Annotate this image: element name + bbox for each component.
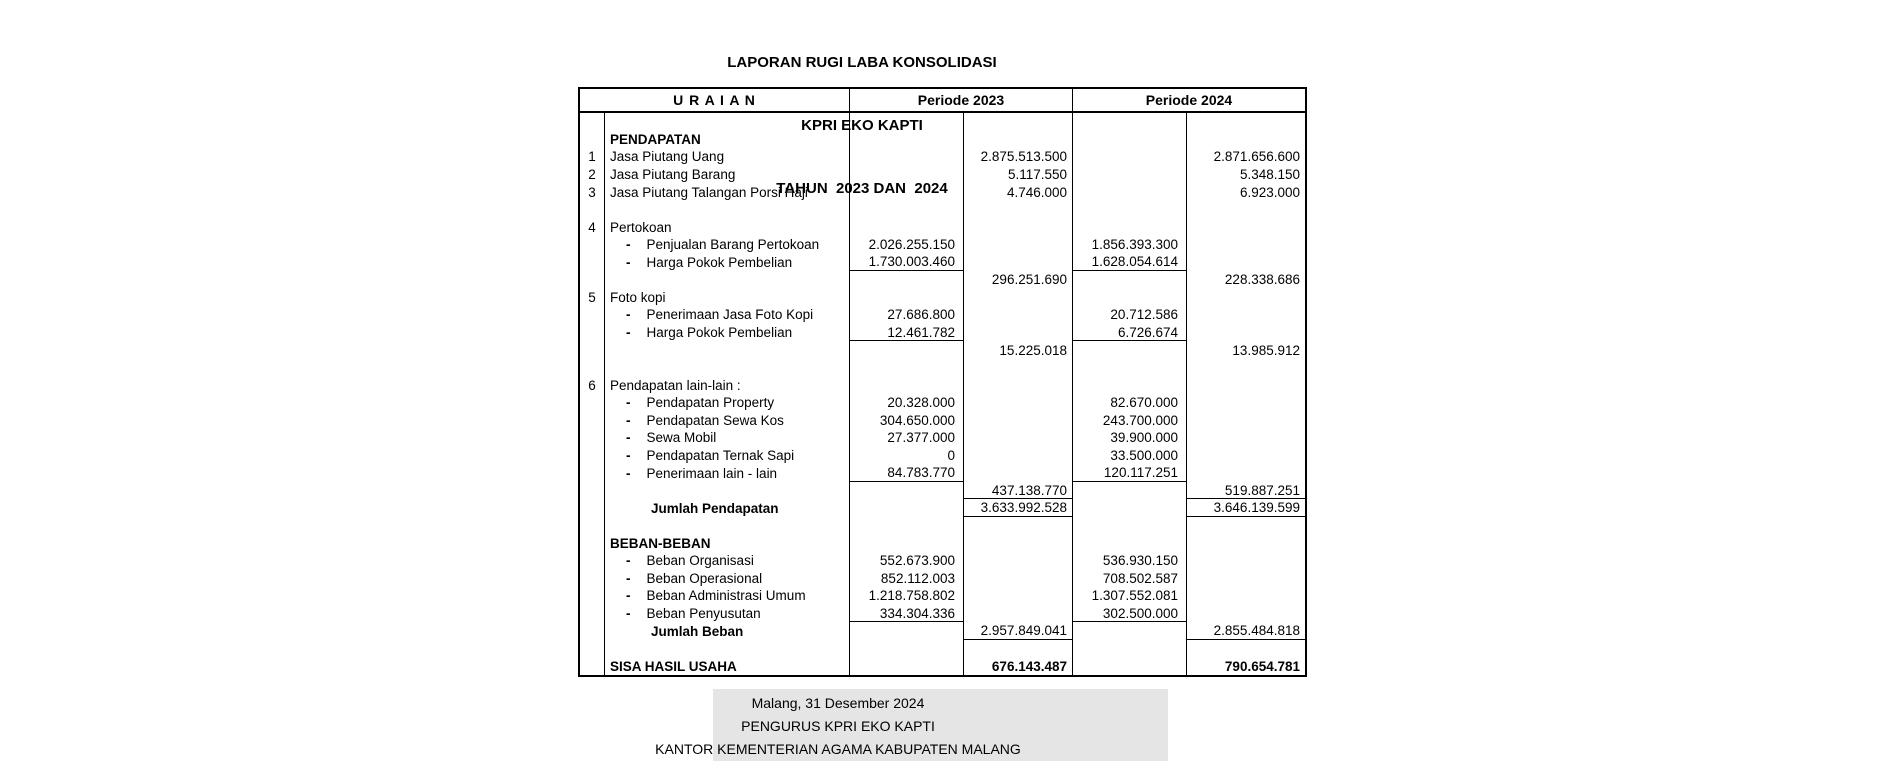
row-label: Pertokoan (610, 219, 672, 235)
row-label: Sewa Mobil (646, 430, 717, 446)
cell-description (605, 236, 850, 254)
table-row (580, 376, 1305, 394)
cell-p24-total (1187, 429, 1305, 447)
dash-bullet: - (626, 325, 631, 341)
cell-description (605, 218, 850, 236)
cell-p24-total (1187, 218, 1305, 236)
cell-row-number: 2 (580, 166, 605, 184)
report-footer (588, 692, 1088, 761)
cell-p24-total: 2.855.484.818 (1187, 622, 1305, 640)
cell-p24-total: 13.985.912 (1232, 342, 1300, 358)
row-label: Beban Administrasi Umum (646, 588, 806, 604)
cell-p24-total (1187, 587, 1305, 605)
table-row (580, 535, 1305, 553)
cell-row-number (580, 306, 605, 324)
dash-bullet: - (626, 254, 631, 270)
cell-p24-total (1187, 113, 1305, 131)
table-row (580, 429, 1305, 447)
table-row (580, 552, 1305, 570)
cell-p23-detail (850, 271, 964, 289)
cell-p23-detail (850, 201, 964, 219)
cell-p23-detail (850, 113, 964, 131)
cell-p24-detail (1073, 376, 1187, 394)
table-row (580, 131, 1305, 149)
cell-row-number: 6 (580, 376, 605, 394)
column-header-periode-2023: Periode 2023 (850, 89, 1073, 111)
table-row (580, 657, 1305, 675)
cell-description (605, 324, 850, 342)
cell-p23-total: 2.875.513.500 (964, 148, 1073, 166)
cell-p24-total (1187, 412, 1305, 430)
cell-p23-total (964, 587, 1073, 605)
cell-description (605, 166, 850, 184)
cell-p23-total: 4.746.000 (964, 183, 1073, 201)
cell-p24-detail (1073, 657, 1187, 675)
cell-p23-total (964, 201, 1073, 219)
cell-row-number (580, 131, 605, 149)
cell-p24-total (1187, 131, 1305, 149)
row-label: BEBAN-BEBAN (610, 535, 711, 551)
table-row (580, 218, 1305, 236)
cell-p23-total (964, 131, 1073, 149)
cell-description (605, 464, 850, 482)
cell-row-number (580, 640, 605, 658)
cell-p23-detail: 27.686.800 (850, 306, 964, 324)
cell-p23-total (964, 447, 1073, 465)
row-label: Beban Operasional (646, 570, 763, 586)
cell-description (605, 570, 850, 588)
cell-description (605, 113, 850, 131)
cell-description (605, 447, 850, 465)
cell-p23-total (964, 552, 1073, 570)
cell-p23-total (964, 412, 1073, 430)
cell-p23-detail: 2.026.255.150 (850, 236, 964, 254)
cell-row-number (580, 657, 605, 675)
cell-row-number: 5 (580, 289, 605, 307)
cell-description (605, 517, 850, 535)
cell-description (605, 552, 850, 570)
cell-p23-total: 2.957.849.041 (964, 622, 1073, 640)
row-label: Pendapatan lain-lain : (610, 377, 741, 393)
row-label: Jasa Piutang Uang (610, 149, 725, 165)
cell-p23-detail (850, 183, 964, 201)
row-label: Penerimaan lain - lain (646, 465, 778, 481)
cell-p23-detail: 552.673.900 (850, 552, 964, 570)
cell-p24-total (1187, 552, 1305, 570)
cell-p23-detail (850, 359, 964, 377)
cell-p23-detail (850, 622, 964, 640)
dash-bullet: - (626, 395, 631, 411)
table-row (580, 183, 1305, 201)
table-row (580, 166, 1305, 184)
cell-p23-detail (850, 517, 964, 535)
row-label: Pendapatan Sewa Kos (646, 412, 784, 428)
cell-description (605, 499, 850, 517)
table-row (580, 289, 1305, 307)
cell-row-number (580, 622, 605, 640)
cell-p24-detail (1073, 517, 1187, 535)
dash-bullet: - (626, 447, 631, 463)
table-row (580, 605, 1305, 623)
cell-p23-total (964, 605, 1073, 623)
cell-description (605, 394, 850, 412)
cell-p24-detail (1073, 341, 1187, 359)
footer-place-date: Malang, 31 Desember 2024 (751, 695, 925, 711)
cell-p24-detail (1073, 166, 1187, 184)
cell-p23-detail (850, 289, 964, 307)
table-row (580, 394, 1305, 412)
cell-p23-detail (850, 218, 964, 236)
cell-row-number (580, 254, 605, 272)
cell-p24-detail (1073, 218, 1187, 236)
cell-p23-detail: 12.461.782 (850, 324, 964, 342)
cell-description (605, 535, 850, 553)
cell-p24-total (1187, 201, 1305, 219)
cell-p24-detail (1073, 359, 1187, 377)
report-title-line1: LAPORAN RUGI LABA KONSOLIDASI (727, 54, 997, 71)
cell-p23-detail (850, 535, 964, 553)
cell-row-number (580, 447, 605, 465)
cell-p24-total (1187, 605, 1305, 623)
cell-description (605, 271, 850, 289)
cell-p23-total (964, 376, 1073, 394)
cell-p24-total (1187, 447, 1305, 465)
cell-p23-total: 15.225.018 (964, 341, 1073, 359)
cell-description (605, 429, 850, 447)
cell-p24-detail: 1.628.054.614 (1073, 254, 1187, 272)
row-label: Pendapatan Property (646, 395, 775, 411)
cell-p24-total (1187, 394, 1305, 412)
cell-p24-detail: 120.117.251 (1073, 464, 1187, 482)
cell-p23-detail (850, 657, 964, 675)
dash-bullet: - (626, 307, 631, 323)
cell-p24-detail: 302.500.000 (1073, 605, 1187, 623)
cell-row-number (580, 359, 605, 377)
cell-description (605, 341, 850, 359)
cell-description (605, 587, 850, 605)
cell-p23-total (964, 306, 1073, 324)
cell-p23-total (964, 570, 1073, 588)
cell-p24-total (1187, 254, 1305, 272)
cell-p23-total: 3.633.992.528 (964, 499, 1073, 517)
cell-p23-total (964, 535, 1073, 553)
report-title-line3: TAHUN 2023 DAN 2024 (776, 180, 948, 197)
row-label: Jumlah Beban (651, 623, 744, 639)
cell-row-number (580, 271, 605, 289)
cell-p24-detail: 1.856.393.300 (1073, 236, 1187, 254)
cell-p24-total (1187, 376, 1305, 394)
cell-p24-detail: 82.670.000 (1073, 394, 1187, 412)
cell-row-number (580, 324, 605, 342)
dash-bullet: - (626, 606, 631, 622)
cell-p23-detail: 852.112.003 (850, 570, 964, 588)
cell-p23-total (964, 218, 1073, 236)
cell-p24-total: 5.348.150 (1239, 166, 1300, 182)
cell-p23-detail: 0 (850, 447, 964, 465)
table-row (580, 482, 1305, 500)
cell-description (605, 183, 850, 201)
cell-p24-total (1187, 517, 1305, 535)
cell-p23-total (964, 324, 1073, 342)
cell-row-number (580, 236, 605, 254)
cell-p24-total (1187, 640, 1305, 658)
cell-p23-total (964, 394, 1073, 412)
cell-row-number (580, 464, 605, 482)
table-row (580, 464, 1305, 482)
table-row (580, 412, 1305, 430)
cell-p23-total (964, 236, 1073, 254)
cell-p23-detail: 1.730.003.460 (850, 254, 964, 272)
table-row (580, 236, 1305, 254)
cell-p24-detail: 20.712.586 (1073, 306, 1187, 324)
cell-p23-total: 5.117.550 (964, 166, 1073, 184)
cell-row-number: 1 (580, 148, 605, 166)
cell-description (605, 640, 850, 658)
table-row (580, 113, 1305, 131)
cell-p24-total (1187, 359, 1305, 377)
cell-p24-detail (1073, 271, 1187, 289)
table-row (580, 499, 1305, 517)
cell-p24-total (1187, 306, 1305, 324)
cell-p23-detail (850, 640, 964, 658)
cell-row-number (580, 552, 605, 570)
row-label: Foto kopi (610, 289, 666, 305)
cell-p23-total (964, 517, 1073, 535)
cell-row-number (580, 482, 605, 500)
cell-p24-total: 228.338.686 (1224, 272, 1300, 288)
cell-p24-total: 3.646.139.599 (1187, 499, 1305, 517)
column-header-periode-2024: Periode 2024 (1145, 92, 1233, 108)
row-label: Penjualan Barang Pertokoan (646, 237, 820, 253)
cell-p24-detail (1073, 535, 1187, 553)
cell-row-number (580, 113, 605, 131)
dash-bullet: - (626, 570, 631, 586)
profit-loss-table (578, 87, 1307, 677)
table-row (580, 254, 1305, 272)
table-header-row (580, 89, 1305, 113)
table-row (580, 622, 1305, 640)
cell-description (605, 254, 850, 272)
row-label: Beban Penyusutan (646, 606, 761, 622)
cell-row-number (580, 429, 605, 447)
cell-p23-detail (850, 148, 964, 166)
cell-description (605, 657, 850, 675)
table-body (580, 113, 1305, 675)
dash-bullet: - (626, 430, 631, 446)
cell-p23-detail: 27.377.000 (850, 429, 964, 447)
cell-p23-total: 437.138.770 (964, 482, 1073, 500)
cell-p24-detail (1073, 148, 1187, 166)
dash-bullet: - (626, 553, 631, 569)
cell-p23-detail: 304.650.000 (850, 412, 964, 430)
cell-p24-total: 6.923.000 (1239, 184, 1300, 200)
table-row (580, 201, 1305, 219)
dash-bullet: - (626, 412, 631, 428)
cell-description (605, 148, 850, 166)
cell-p24-detail (1073, 201, 1187, 219)
row-label: PENDAPATAN (610, 131, 701, 147)
cell-p23-total (964, 429, 1073, 447)
cell-p24-detail (1073, 289, 1187, 307)
cell-row-number (580, 535, 605, 553)
cell-description (605, 306, 850, 324)
cell-p23-total (964, 359, 1073, 377)
cell-p24-detail: 243.700.000 (1073, 412, 1187, 430)
cell-p24-total: 519.887.251 (1187, 482, 1305, 500)
cell-p23-detail (850, 341, 964, 359)
row-label: SISA HASIL USAHA (610, 658, 737, 674)
cell-row-number (580, 201, 605, 219)
cell-p23-detail (850, 376, 964, 394)
cell-p23-total (964, 289, 1073, 307)
cell-p24-detail: 1.307.552.081 (1073, 587, 1187, 605)
cell-p23-detail: 20.328.000 (850, 394, 964, 412)
cell-p24-detail: 708.502.587 (1073, 570, 1187, 588)
cell-p24-total: 790.654.781 (1224, 658, 1300, 674)
table-row (580, 359, 1305, 377)
cell-p24-total (1187, 236, 1305, 254)
cell-p24-total (1187, 570, 1305, 588)
row-label: Pendapatan Ternak Sapi (646, 447, 795, 463)
row-label: Harga Pokok Pembelian (646, 325, 793, 341)
cell-p23-total: 676.143.487 (964, 657, 1073, 675)
cell-p24-total: 2.871.656.600 (1213, 149, 1300, 165)
table-row (580, 587, 1305, 605)
dash-bullet: - (626, 237, 631, 253)
cell-description (605, 201, 850, 219)
cell-p24-total (1187, 535, 1305, 553)
table-row (580, 640, 1305, 658)
cell-p24-detail (1073, 113, 1187, 131)
cell-description (605, 131, 850, 149)
table-row (580, 306, 1305, 324)
table-row (580, 570, 1305, 588)
cell-p24-detail: 39.900.000 (1073, 429, 1187, 447)
cell-description (605, 359, 850, 377)
cell-p23-detail: 334.304.336 (850, 605, 964, 623)
cell-row-number: 4 (580, 218, 605, 236)
cell-p23-detail (850, 499, 964, 517)
cell-p24-detail: 536.930.150 (1073, 552, 1187, 570)
table-row (580, 324, 1305, 342)
footer-pengurus: PENGURUS KPRI EKO KAPTI (741, 718, 935, 734)
table-row (580, 341, 1305, 359)
cell-row-number: 3 (580, 183, 605, 201)
cell-p23-detail: 84.783.770 (850, 464, 964, 482)
footer-kantor: KANTOR KEMENTERIAN AGAMA KABUPATEN MALANG (655, 741, 1021, 757)
cell-description (605, 289, 850, 307)
cell-p24-total (1187, 464, 1305, 482)
cell-p23-total (964, 113, 1073, 131)
cell-row-number (580, 605, 605, 623)
report-title-line2: KPRI EKO KAPTI (801, 117, 923, 134)
table-row (580, 271, 1305, 289)
cell-p23-total (964, 464, 1073, 482)
cell-description (605, 412, 850, 430)
cell-description (605, 605, 850, 623)
cell-description (605, 482, 850, 500)
cell-p24-detail (1073, 640, 1187, 658)
cell-p24-total (1187, 324, 1305, 342)
cell-row-number (580, 341, 605, 359)
cell-p23-detail (850, 166, 964, 184)
cell-row-number (580, 517, 605, 535)
cell-p24-detail: 33.500.000 (1073, 447, 1187, 465)
row-label: Beban Organisasi (646, 553, 754, 569)
cell-p24-detail (1073, 499, 1187, 517)
dash-bullet: - (626, 465, 631, 481)
cell-description (605, 376, 850, 394)
cell-p23-total: 296.251.690 (964, 271, 1073, 289)
cell-description (605, 622, 850, 640)
cell-p24-total (1187, 289, 1305, 307)
row-label: Harga Pokok Pembelian (646, 254, 793, 270)
row-label: Jasa Piutang Talangan Porsi Haji (610, 184, 808, 200)
cell-p24-detail (1073, 131, 1187, 149)
cell-p23-total (964, 254, 1073, 272)
cell-p24-detail (1073, 622, 1187, 640)
cell-row-number (580, 394, 605, 412)
cell-p24-detail (1073, 482, 1187, 500)
cell-p23-detail (850, 482, 964, 500)
cell-p23-detail: 1.218.758.802 (850, 587, 964, 605)
cell-p24-detail (1073, 183, 1187, 201)
cell-p24-detail: 6.726.674 (1073, 324, 1187, 342)
table-row (580, 447, 1305, 465)
table-row (580, 148, 1305, 166)
cell-row-number (580, 412, 605, 430)
cell-row-number (580, 499, 605, 517)
row-label: Jumlah Pendapatan (651, 500, 779, 516)
cell-row-number (580, 570, 605, 588)
table-row (580, 517, 1305, 535)
column-header-uraian: U R A I A N (580, 89, 850, 111)
row-label: Penerimaan Jasa Foto Kopi (646, 307, 814, 323)
row-label: Jasa Piutang Barang (610, 166, 736, 182)
dash-bullet: - (626, 588, 631, 604)
cell-p23-detail (850, 131, 964, 149)
cell-row-number (580, 587, 605, 605)
cell-p23-total (964, 640, 1073, 658)
